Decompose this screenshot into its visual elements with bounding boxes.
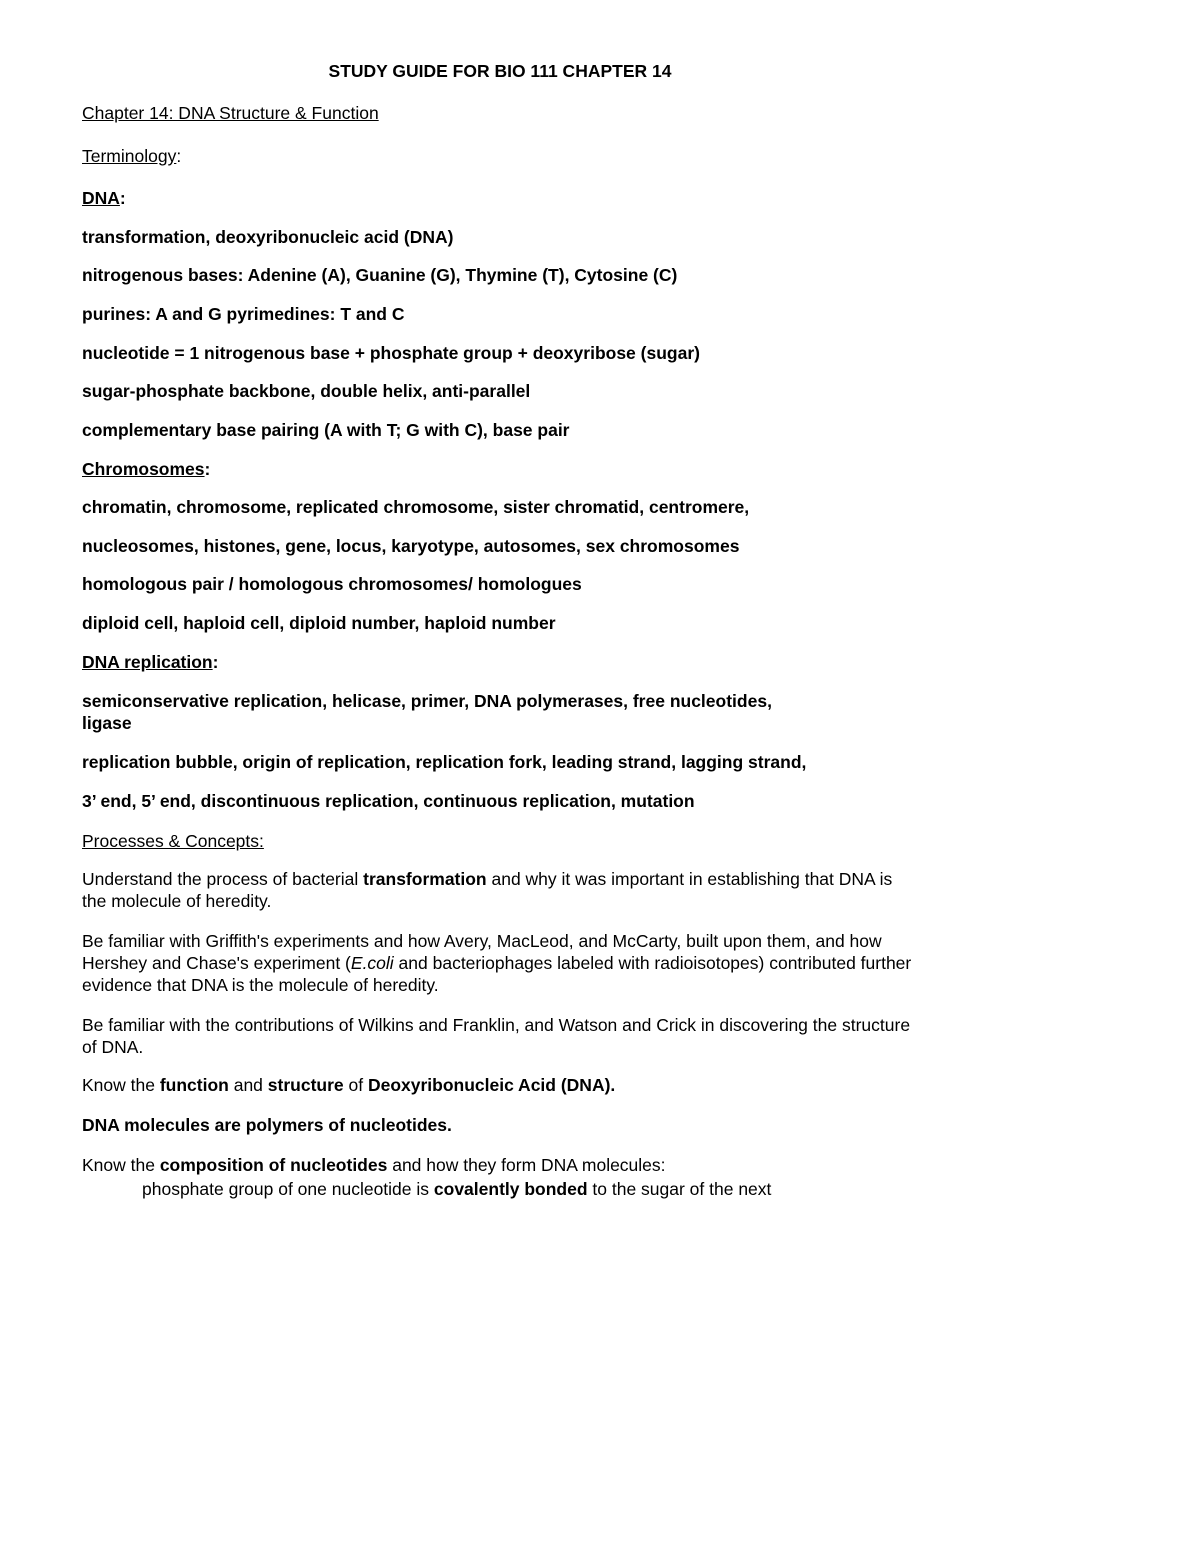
text-run-bold: structure [267, 1075, 344, 1095]
chromosome-term-line: homologous pair / homologous chromosomes/ homologues [82, 574, 582, 594]
chromosomes-heading [82, 458, 210, 480]
text-run: and bacteriophages labeled with radioisotopes) contributed further evidence that DNA is the molecule of heredity. [82, 953, 912, 995]
chapter-heading: Chapter 14: DNA Structure & Function [82, 103, 379, 123]
text-run-bold: covalently bonded [433, 1179, 588, 1199]
text-run-bold: composition of nucleotides [159, 1155, 388, 1175]
text-run-bold: Deoxyribonucleic Acid (DNA). [367, 1075, 616, 1095]
dna-heading-label: DNA [82, 188, 120, 208]
replication-term-line: semiconservative replication, helicase, primer, DNA polymerases, free nucleotides, [82, 691, 772, 711]
dna-term-line: sugar-phosphate backbone, double helix, anti-parallel [82, 381, 531, 401]
chromosome-term-line: nucleosomes, histones, gene, locus, karyotype, autosomes, sex chromosomes [82, 536, 740, 556]
replication-term-line: ligase [82, 713, 132, 733]
paragraph-function-structure [82, 1074, 912, 1096]
text-run: Know the [82, 1155, 160, 1175]
replication-term-line: 3’ end, 5’ end, discontinuous replication, continuous replication, mutation [82, 791, 695, 811]
replication-heading-label: DNA replication [82, 652, 213, 672]
text-run: Know the [82, 1075, 160, 1095]
processes-heading: Processes & Concepts: [82, 831, 264, 851]
text-run: phosphate group of one nucleotide is [142, 1179, 434, 1199]
chromosomes-heading-colon: : [204, 459, 211, 479]
chromosomes-heading-label: Chromosomes [82, 459, 205, 479]
paragraph-transformation [82, 868, 912, 912]
chromosome-term-line: diploid cell, haploid cell, diploid number, haploid number [82, 613, 556, 633]
paragraph-griffith [82, 930, 912, 996]
text-run: and why it was important in establishing that DNA is the molecule of heredity. [82, 869, 893, 911]
terminology-colon: : [176, 146, 182, 166]
paragraph-composition-indent [142, 1178, 771, 1200]
dna-heading [82, 187, 126, 209]
terminology-label: Terminology [82, 146, 177, 166]
text-run: and [228, 1075, 268, 1095]
terminology-heading [82, 145, 181, 167]
paragraph-wilkins-franklin: Be familiar with the contributions of Wilkins and Franklin, and Watson and Crick in discovering the structure of DNA. [82, 1015, 911, 1057]
dna-term-line: transformation, deoxyribonucleic acid (DNA) [82, 227, 454, 247]
text-run-bold: transformation [363, 869, 487, 889]
text-run: of [343, 1075, 368, 1095]
text-run-italic: E.coli [350, 953, 394, 973]
replication-heading [82, 651, 218, 673]
dna-term-line: nucleotide = 1 nitrogenous base + phosphate group + deoxyribose (sugar) [82, 343, 700, 363]
paragraph-polymers: DNA molecules are polymers of nucleotides. [82, 1115, 452, 1135]
text-run: and how they form DNA molecules: [387, 1155, 666, 1175]
dna-heading-colon: : [119, 188, 126, 208]
replication-term-line: replication bubble, origin of replication, replication fork, leading strand, lagging strand, [82, 752, 807, 772]
paragraph-composition [82, 1154, 912, 1176]
replication-heading-colon: : [212, 652, 219, 672]
chromosome-term-line: chromatin, chromosome, replicated chromosome, sister chromatid, centromere, [82, 497, 750, 517]
dna-term-line: purines: A and G pyrimedines: T and C [82, 304, 405, 324]
text-run: Understand the process of bacterial [82, 869, 364, 889]
text-run: to the sugar of the next [587, 1179, 772, 1199]
page-title: STUDY GUIDE FOR BIO 111 CHAPTER 14 [328, 61, 672, 81]
dna-term-line: complementary base pairing (A with T; G with C), base pair [82, 420, 570, 440]
text-run-bold: function [159, 1075, 229, 1095]
dna-term-line: nitrogenous bases: Adenine (A), Guanine (G), Thymine (T), Cytosine (C) [82, 265, 678, 285]
text-run: Be familiar with Griffith's experiments and how Avery, MacLeod, and McCarty, built upon them, and how Hershey and Chase's experiment ( [82, 931, 882, 973]
